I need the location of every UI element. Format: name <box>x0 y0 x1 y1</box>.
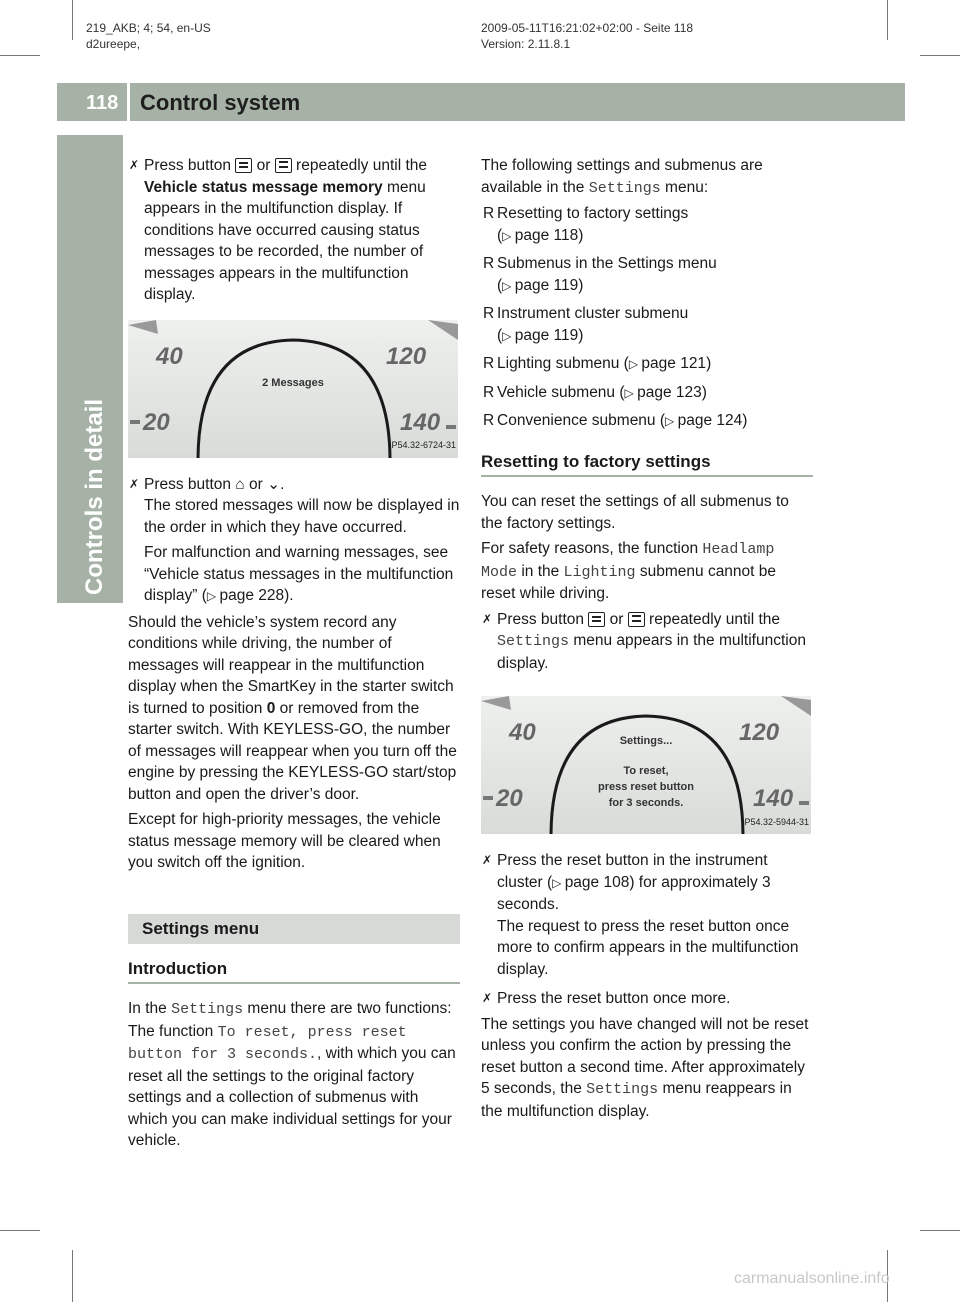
step-arrow-icon: ✗ <box>482 991 493 1005</box>
phone-down-icon: ⌄ <box>267 475 281 493</box>
text: menu there are two functions: The function <box>128 1000 452 1040</box>
display-message: 2 Messages <box>262 376 324 389</box>
bullet-icon: R <box>483 412 495 429</box>
figure-code: P54.32-5944-31 <box>744 816 809 827</box>
text: Press the reset button in the instrument cluster ( <box>497 852 768 891</box>
display-text: Settings <box>171 1001 244 1018</box>
page-reference-arrow-icon: ▷ <box>502 328 515 343</box>
figure-instrument-cluster-settings <box>481 696 811 834</box>
display-forward-button-icon <box>275 158 292 173</box>
list-item: R Vehicle submenu (▷ page 123) <box>481 382 813 405</box>
paragraph <box>481 538 813 605</box>
text: or removed from the starter switch. With KEYLESS-GO, the number of messages will reappear when you turn off the engine by pressing the KEYLESS-GO start/stop button and open the driver’s door. <box>128 699 457 803</box>
display-back-button-icon <box>235 158 252 173</box>
display-text: Lighting <box>563 563 636 581</box>
paragraph <box>128 998 460 1152</box>
instruction-step <box>128 155 460 306</box>
text: menu: <box>660 178 709 196</box>
page-number: 118 <box>86 92 119 114</box>
page-reference[interactable]: page 121 <box>641 355 707 372</box>
display-text: Settings <box>586 1081 659 1098</box>
crop-mark <box>0 55 40 56</box>
bullet-icon: R <box>483 383 495 401</box>
phone-up-icon: ⌂ <box>235 475 245 493</box>
text: Press button <box>144 475 236 493</box>
page-title: Control system <box>140 90 301 115</box>
text: For safety reasons, the function <box>481 540 703 557</box>
text: or <box>605 610 628 628</box>
crop-mark <box>887 0 888 40</box>
page-reference-arrow-icon: ▷ <box>552 875 565 890</box>
text: Convenience submenu <box>497 412 656 429</box>
crop-mark <box>920 55 960 56</box>
display-forward-button-icon <box>628 612 645 627</box>
text: Resetting to factory settings <box>497 205 689 222</box>
paragraph: Except for high-priority messages, the vehicle status message memory will be cleared when you switch off the ignition. <box>128 811 441 871</box>
step-arrow-icon: ✗ <box>482 853 493 867</box>
paragraph <box>128 612 460 806</box>
display-back-button-icon <box>588 612 605 627</box>
header-separator <box>127 54 130 121</box>
text: Press button <box>497 610 589 628</box>
menu-name: Vehicle status message memory <box>144 178 383 196</box>
subsection-heading: Resetting to factory settings <box>481 451 813 478</box>
instruction-step <box>481 988 813 1010</box>
speedometer-label-120: 120 <box>739 719 780 746</box>
page-reference-arrow-icon: ▷ <box>665 414 678 428</box>
text: or <box>252 157 275 174</box>
page-reference[interactable]: page 118 <box>514 226 579 244</box>
text: , with which you can reset all the settings to the original factory settings and a collection of submenus with which you can make individual settings for your vehicle. <box>128 1045 456 1149</box>
instruction-step <box>481 850 813 980</box>
bullet-icon: R <box>483 255 495 272</box>
section-heading: Settings menu <box>128 914 460 944</box>
print-meta-line: Version: 2.11.8.1 <box>481 37 571 51</box>
text: Instrument cluster submenu <box>497 305 689 322</box>
print-meta-line: d2ureepe, <box>86 37 141 51</box>
text: For malfunction and warning messages, see “Vehicle status messages in the multifunction display” ( <box>144 544 454 604</box>
page-reference[interactable]: page 228 <box>219 587 285 604</box>
speedometer-label-40: 40 <box>156 342 183 370</box>
subsection-heading: Introduction <box>128 958 460 985</box>
text: . <box>280 475 285 493</box>
text: Should the vehicle’s system record any conditions while driving, the number of messages will reappear in the multifunction display when the SmartKey in the starter switch is turned to position <box>128 613 454 717</box>
crop-mark <box>920 1230 960 1231</box>
list-item: R Instrument cluster submenu (▷ page 119) <box>483 305 689 344</box>
display-message-line: press reset button <box>598 781 694 793</box>
list-item: R Submenus in the Settings menu (▷ page 119) <box>483 255 717 294</box>
page-reference-arrow-icon: ▷ <box>624 385 638 400</box>
speedometer-label-140: 140 <box>753 785 794 812</box>
right-column <box>481 155 813 1126</box>
text: menu reappears in the multifunction display. <box>481 1080 792 1120</box>
page-reference[interactable]: page 123 <box>637 383 702 401</box>
crop-mark <box>72 0 73 40</box>
text: menu appears in the multifunction display. If conditions have occurred causing status messages to be recorded, the number of messages appears in the multifunction display. <box>144 178 426 303</box>
text: In the <box>128 1000 172 1017</box>
text: The following settings and submenus are available in the <box>481 157 763 196</box>
speedometer-label-140: 140 <box>400 408 441 436</box>
text: Submenus in the Settings menu <box>497 255 717 272</box>
display-message-line: To reset, <box>623 765 669 777</box>
paragraph <box>481 155 813 199</box>
text: menu appears in the multifunction display. <box>497 632 806 672</box>
list-item: R Resetting to factory settings (▷ page 118) <box>483 205 689 244</box>
display-text: To reset, press reset button for 3 seconds. <box>128 1023 407 1063</box>
text: The stored messages will now be displayed in the order in which they have occurred. <box>144 497 460 536</box>
bullet-icon: R <box>483 305 495 322</box>
text: ). <box>284 587 294 604</box>
text: repeatedly until the <box>291 157 428 174</box>
side-tab-label: Controls in detail <box>81 398 108 595</box>
speedometer-label-20: 20 <box>496 785 523 812</box>
step-arrow-icon: ✗ <box>482 611 493 626</box>
step-arrow-icon: ✗ <box>129 158 140 172</box>
display-text: Settings <box>497 633 570 650</box>
bullet-icon: R <box>483 355 495 372</box>
page-reference[interactable]: page 119 <box>514 326 579 344</box>
paragraph: You can reset the settings of all submenus to the factory settings. <box>481 493 789 532</box>
crop-mark <box>0 1230 40 1231</box>
text: 0 <box>266 699 276 717</box>
print-meta-left <box>86 20 211 52</box>
text: The request to press the reset button once more to confirm appears in the multifunction display. <box>497 917 799 978</box>
text: Vehicle submenu <box>497 383 616 401</box>
paragraph <box>481 1014 813 1123</box>
text: in the <box>517 562 564 580</box>
text: submenu cannot be reset while driving. <box>481 562 777 602</box>
text: Press button <box>144 157 236 174</box>
paragraph <box>128 542 460 608</box>
speedometer-label-120: 120 <box>386 342 427 370</box>
bullet-icon: R <box>483 205 495 222</box>
page-reference-arrow-icon: ▷ <box>502 228 515 243</box>
list-item: R Convenience submenu (▷ page 124) <box>481 410 813 433</box>
text: The settings you have changed will not be reset unless you confirm the action by pressing the reset button a second time. After approximately 5 seconds, the <box>481 1015 809 1097</box>
speedometer-label-20: 20 <box>143 408 170 436</box>
page-reference-arrow-icon: ▷ <box>502 278 515 293</box>
figure-instrument-cluster-messages <box>128 320 458 458</box>
page-reference-arrow-icon: ▷ <box>628 357 642 371</box>
display-message-line: for 3 seconds. <box>608 797 684 809</box>
text: repeatedly until the <box>644 610 781 628</box>
figure-code: P54.32-6724-31 <box>391 440 456 450</box>
display-menu-title: Settings... <box>619 735 673 747</box>
page-reference-arrow-icon: ▷ <box>206 589 220 603</box>
display-text: Settings <box>588 179 661 197</box>
text: or <box>244 475 268 493</box>
watermark: carmanualsonline.info <box>734 1270 890 1287</box>
left-column <box>128 155 460 1156</box>
crop-mark <box>72 1250 73 1302</box>
instruction-step <box>128 474 460 539</box>
text: ) for approximately 3 seconds. <box>497 873 771 913</box>
instruction-step <box>481 609 813 675</box>
list-item: R Lighting submenu (▷ page 121) <box>481 353 813 376</box>
text: Press the reset button once more. <box>497 990 731 1007</box>
print-meta-right <box>481 20 693 52</box>
text: Lighting submenu <box>497 355 620 372</box>
speedometer-label-40: 40 <box>509 719 536 746</box>
step-arrow-icon: ✗ <box>129 476 140 491</box>
print-meta-line: 2009-05-11T16:21:02+02:00 - Seite 118 <box>481 21 694 35</box>
page-reference[interactable]: page 119 <box>514 276 579 294</box>
print-meta-line: 219_AKB; 4; 54, en-US <box>86 21 211 35</box>
page-reference[interactable]: page 124 <box>677 412 743 429</box>
page-reference[interactable]: page 108 <box>564 873 630 891</box>
display-text: Headlamp Mode <box>481 541 775 581</box>
